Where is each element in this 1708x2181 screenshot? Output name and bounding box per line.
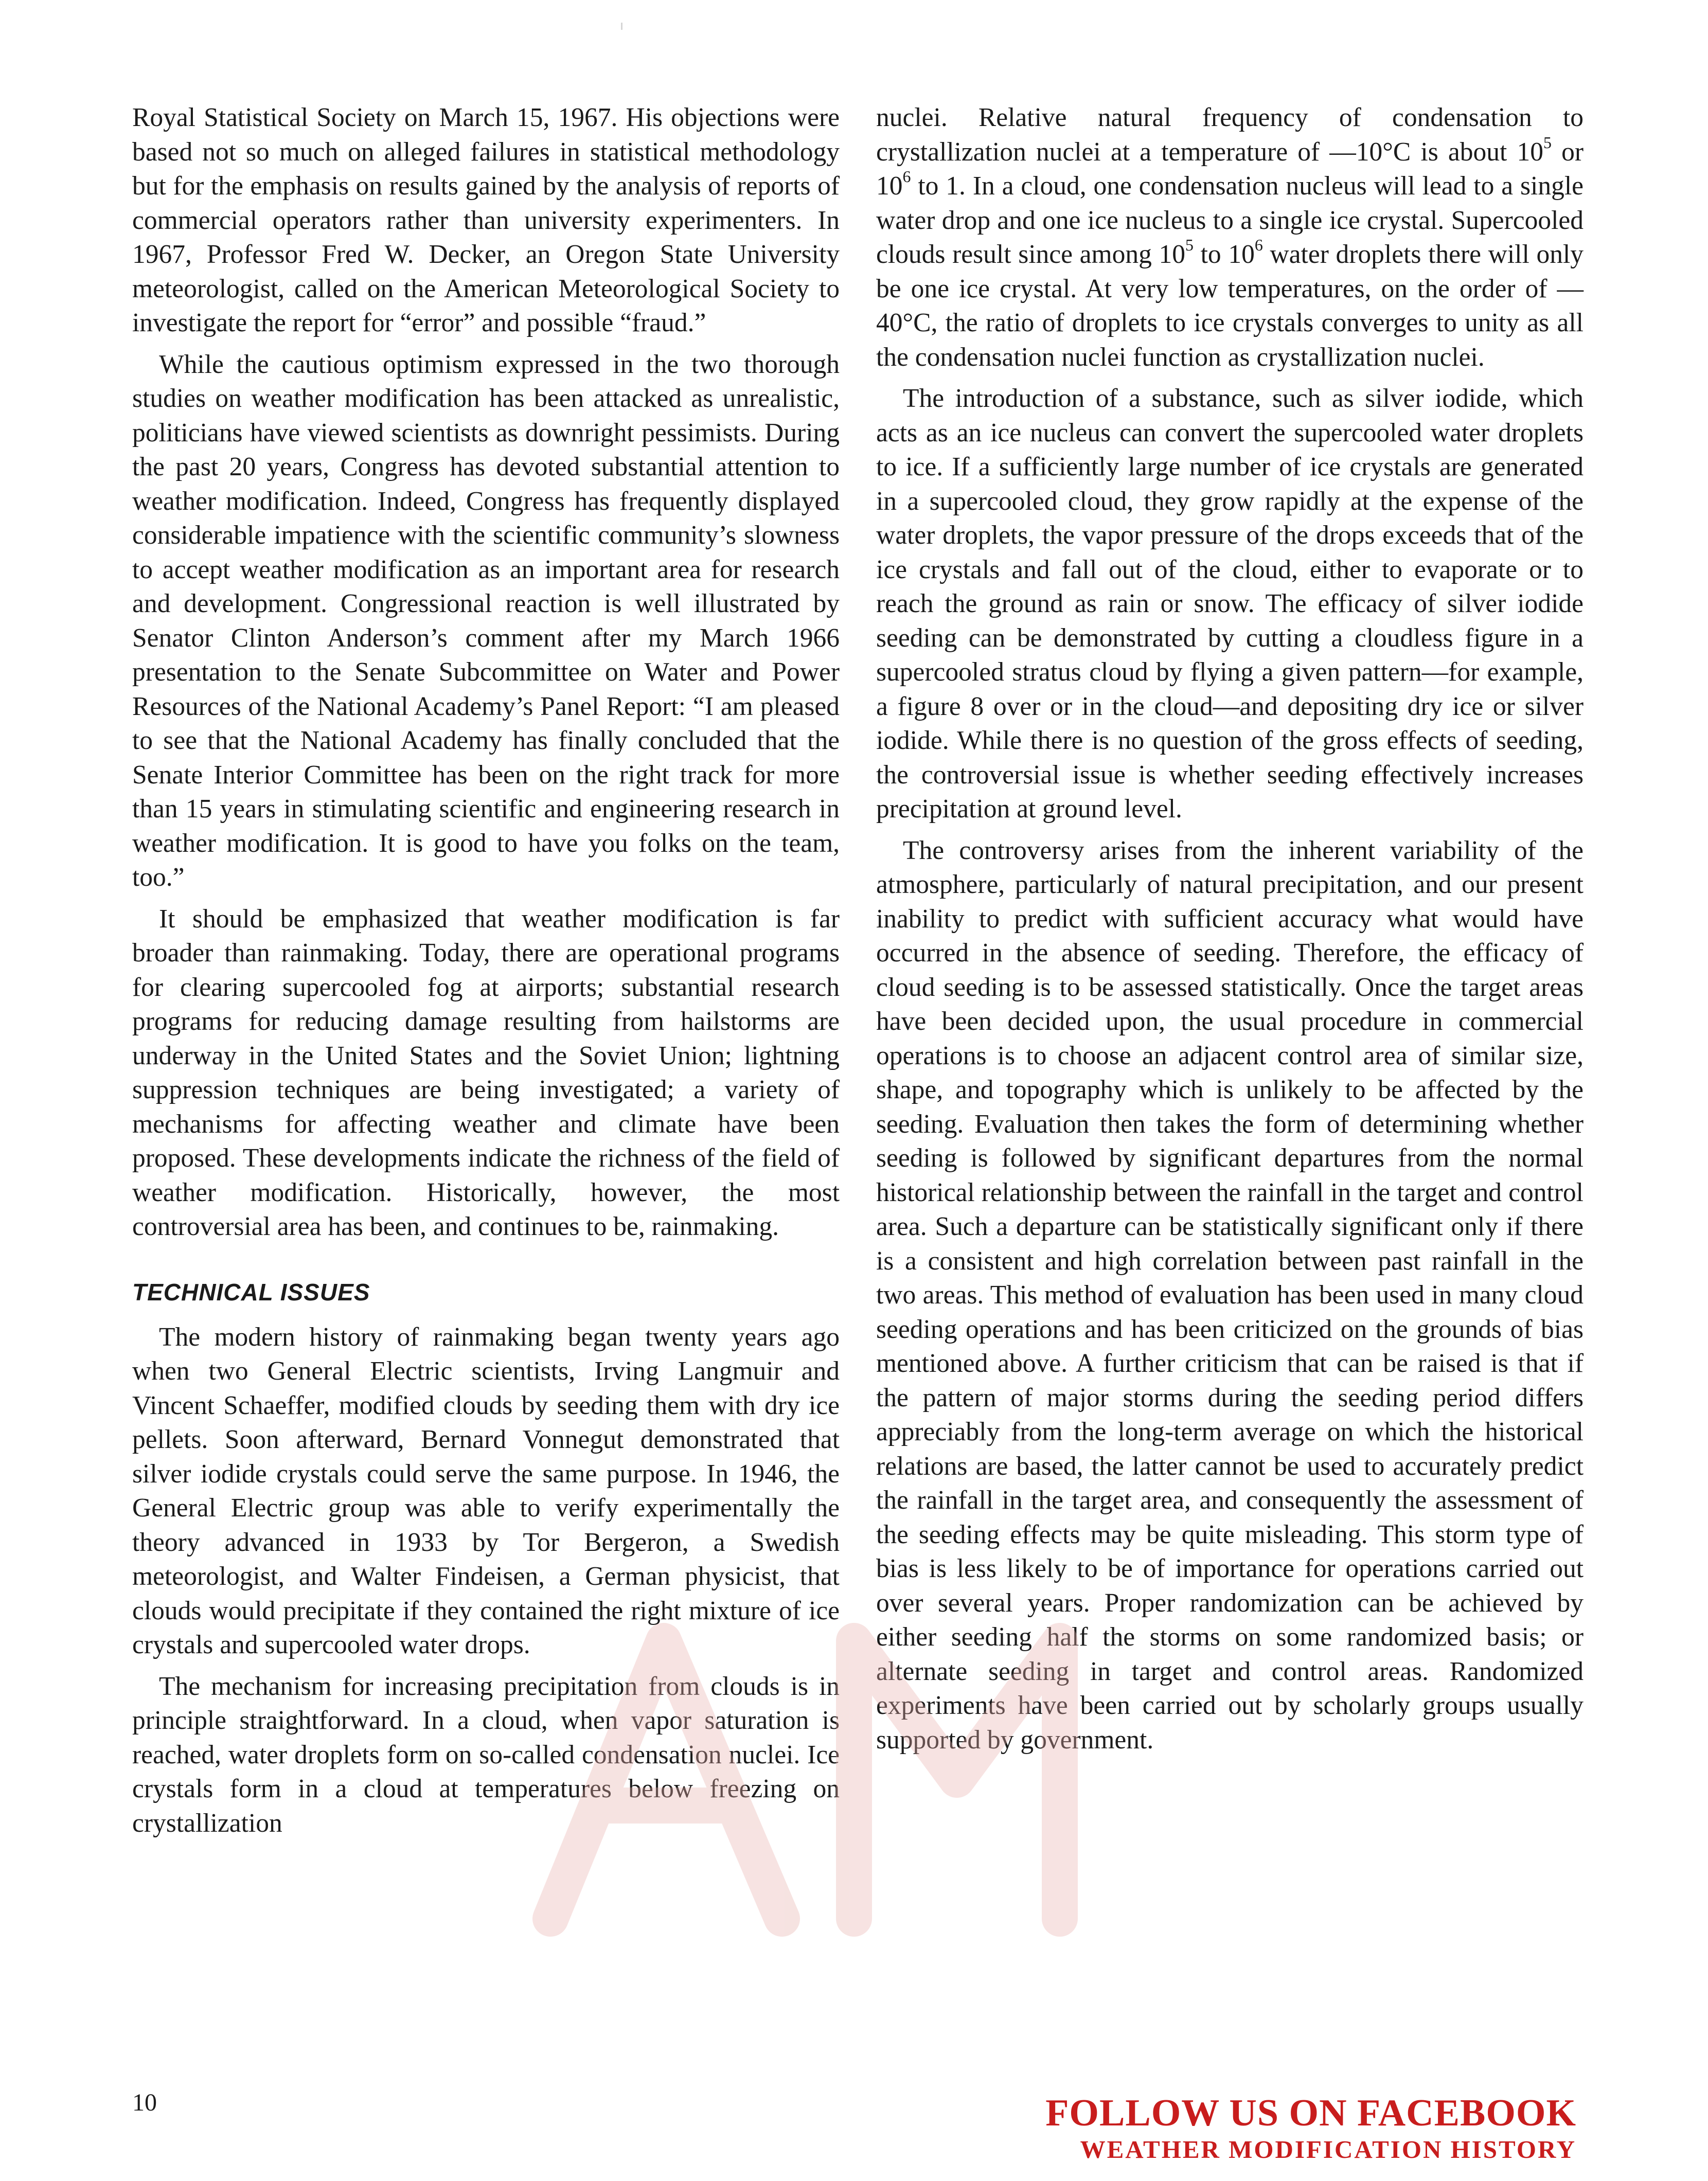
paragraph: It should be emphasized that weather modification is far broader than rainmaking. Today, there are operational programs for clearing supercooled fog at airports; substantial research programs for reducing damage resulting from hailstorms are underway in the United States and the Soviet Union; lightning suppression techniques are being investigated; a variety of mechanisms for affecting weather and climate have been proposed. These developments indicate the richness of the field of weather modification. Historically, however, the most controversial area has been, and continues to be, rainmaking. bbox=[132, 904, 840, 1241]
text-run: nuclei. Relative natural frequency of condensation to crystallization nuclei at a temperature of —10°C is about 10 bbox=[876, 103, 1584, 167]
right-column bbox=[876, 101, 1584, 1757]
footer-page-name: WEATHER MODIFICATION HISTORY bbox=[1080, 2135, 1576, 2164]
paragraph: Royal Statistical Society on March 15, 1967. His objections were based not so much on alleged failures in statistical methodology but for the emphasis on results gained by the analysis of reports of commercial operators rather than university experimenters. In 1967, Professor Fred W. Decker, an Oregon State University meteorologist, called on the American Meteorological Society to investigate the report for “error” and possible “fraud.” bbox=[132, 103, 840, 337]
paragraph bbox=[876, 101, 1584, 374]
scan-mark bbox=[621, 23, 622, 30]
exponent: 5 bbox=[1543, 133, 1552, 152]
section-heading: TECHNICAL ISSUES bbox=[132, 1278, 370, 1306]
text-run: or 10 bbox=[876, 137, 1584, 201]
text-run: to 1. In a cloud, one condensation nucleus will lead to a single water drop and one ice nucleus to a single ice crystal. Supercooled clouds result since among 10 bbox=[876, 171, 1584, 269]
footer-follow-text: FOLLOW US ON FACEBOOK bbox=[1045, 2092, 1576, 2134]
paragraph: The introduction of a substance, such as silver iodide, which acts as an ice nucleus can convert the supercooled water droplets to ice. If a sufficiently large number of ice crystals are generated in a supercooled cloud, they grow rapidly at the expense of the water droplets, the vapor pressure of the drops exceeds that of the ice crystals and fall out of the cloud, either to evaporate or to reach the ground as rain or snow. The efficacy of silver iodide seeding can be demonstrated by cutting a cloudless figure in a supercooled stratus cloud by flying a given pattern—for example, a figure 8 over or in the cloud—and depositing dry ice or silver iodide. While there is no question of the gross effects of seeding, the controversial issue is whether seeding effectively increases precipitation at ground level. bbox=[876, 384, 1584, 824]
paragraph: While the cautious optimism expressed in the two thorough studies on weather modification has been attacked as unrealistic, politicians have viewed scientists as downright pessimists. During the past 20 years, Congress has devoted substantial attention to weather modification. Indeed, Congress has frequently displayed considerable impatience with the scientific community’s slowness to accept weather modification as an important area for research and development. Congressional reaction is well illustrated by Senator Clinton Anderson’s comment after my March 1966 presentation to the Senate Subcommittee on Water and Power Resources of the National Academy’s Panel Report: “I am pleased to see that the National Academy has finally concluded that the Senate Interior Committee has been on the right track for more than 15 years in stimulating scientific and engineering research in weather modification. It is good to have you folks on the team, too.” bbox=[132, 349, 840, 892]
paragraph: The modern history of rainmaking began twenty years ago when two General Electric scientists, Irving Langmuir and Vincent Schaeffer, modified clouds by seeding them with dry ice pellets. Soon afterward, Bernard Vonnegut demonstrated that silver iodide crystals could serve the same purpose. In 1946, the General Electric group was able to verify experimentally the theory advanced in 1933 by Tor Bergeron, a Swedish meteorologist, and Walter Findeisen, a German physicist, that clouds would precipitate if they contained the right mixture of ice crystals and supercooled water drops. bbox=[132, 1322, 840, 1659]
text-run: to 10 bbox=[1193, 240, 1255, 269]
page-number: 10 bbox=[132, 2089, 157, 2116]
footer-banner bbox=[1045, 2091, 1576, 2165]
paragraph: The controversy arises from the inherent variability of the atmosphere, particularly of natural precipitation, and our present inability to predict with sufficient accuracy what would have occurred in the absence of seeding. Therefore, the efficacy of cloud seeding is to be assessed statistically. Once the target areas have been decided upon, the usual procedure in commercial operations is to choose an adjacent control area of similar size, shape, and topography which is unlikely to be affected by the seeding. Evaluation then takes the form of determining whether seeding is followed by significant departures from the normal historical relationship between the rainfall in the target and control area. Such a departure can be statistically significant only if there is a consistent and high correlation between past rainfall in the two areas. This method of evaluation has been used in many cloud seeding operations and has been criticized on the grounds of bias mentioned above. A further criticism that can be raised is that if the pattern of major storms during the seeding period differs appreciably from the long-term average on which the historical relations are based, the latter cannot be used to accurately predict the rainfall in the target area, and consequently the assessment of the seeding effects may be quite misleading. This storm type of bias is less likely to be of importance for operations carried out over several years. Proper randomization can be achieved by either seeding half the storms on some randomized basis; or alternate seeding in target and control areas. Randomized experiments have been carried out by scholarly groups usually supported by government. bbox=[876, 835, 1584, 1755]
text-run: water droplets there will only be one ice crystal. At very low temperatures, on the order of — 40°C, the ratio of droplets to ice crystals converges to unity as all the condensation nuclei function as crystallization nuclei. bbox=[876, 240, 1584, 372]
exponent: 6 bbox=[902, 168, 911, 186]
exponent: 6 bbox=[1254, 236, 1263, 255]
left-column bbox=[132, 101, 840, 1840]
paragraph: The mechanism for increasing precipitation from clouds is in principle straightforward. In a cloud, when vapor saturation is reached, water droplets form on so-called condensation nuclei. Ice crystals form in a cloud at temperatures below freezing on crystallization bbox=[132, 1671, 840, 1838]
exponent: 5 bbox=[1185, 236, 1194, 255]
